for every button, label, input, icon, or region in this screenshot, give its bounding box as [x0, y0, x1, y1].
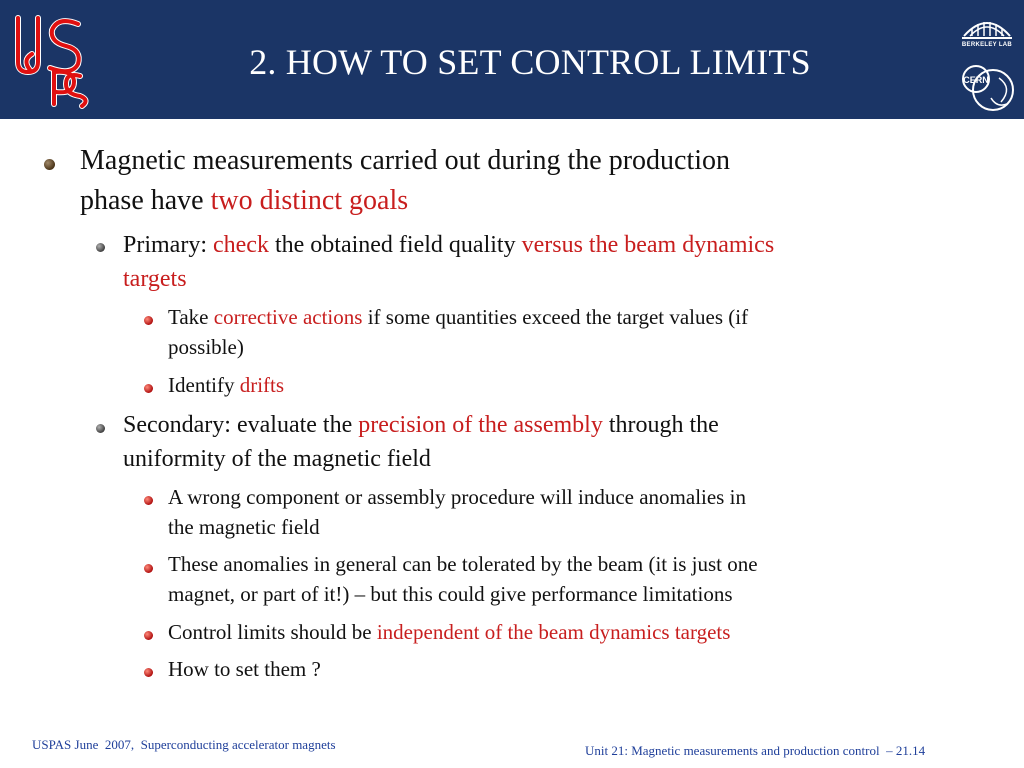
- highlight-text: targets: [123, 266, 187, 292]
- berkeley-dome-icon: [958, 8, 1016, 42]
- highlight-text: independent of the beam dynamics targets: [376, 620, 731, 644]
- bullet-text: the obtained field quality: [268, 232, 522, 258]
- highlight-text: two distinct goals: [210, 185, 409, 216]
- bullet-how-to-set: [168, 654, 988, 684]
- highlight-text: drifts: [239, 373, 285, 397]
- slide-header: [0, 0, 1024, 119]
- berkeley-lab-logo: [958, 8, 1016, 54]
- uspas-logo: [8, 10, 92, 110]
- bullet-goals: [80, 141, 1000, 221]
- bullet-control-limits: [168, 617, 988, 647]
- bullet-text: through the: [602, 412, 719, 438]
- highlight-text: corrective actions: [213, 305, 363, 329]
- bullet-anomalies: [168, 549, 988, 609]
- bullet-text: These anomalies in general can be tolerated by the beam (it is just one: [168, 552, 758, 576]
- bullet-text: Identify: [168, 373, 240, 397]
- sub-sub-bullet-marker-icon: [144, 668, 153, 677]
- bullet-text: Primary:: [123, 232, 213, 258]
- bullet-text: How to set them ?: [168, 657, 321, 681]
- bullet-corrective-actions: [168, 302, 988, 362]
- bullet-text: possible): [168, 335, 244, 359]
- sub-sub-bullet-marker-icon: [144, 564, 153, 573]
- cern-logo: [961, 58, 1015, 114]
- bullet-text: Control limits should be: [168, 620, 377, 644]
- slide-title: 2. HOW TO SET CONTROL LIMITS: [249, 42, 811, 82]
- cern-label: CERN: [963, 75, 989, 85]
- bullet-wrong-component: [168, 482, 988, 542]
- bullet-text: Secondary: evaluate the: [123, 412, 359, 438]
- sub-sub-bullet-marker-icon: [144, 631, 153, 640]
- sub-bullet-marker-icon: [96, 243, 105, 252]
- bullet-text: phase have: [80, 185, 211, 216]
- bullet-text: Take: [168, 305, 214, 329]
- sub-sub-bullet-marker-icon: [144, 316, 153, 325]
- sub-bullet-marker-icon: [96, 424, 105, 433]
- bullet-secondary: [123, 408, 993, 476]
- bullet-marker-icon: [44, 159, 55, 170]
- highlight-text: versus the beam dynamics: [521, 232, 775, 258]
- footer-course: USPAS June 2007, Superconducting accelerator magnets: [32, 737, 336, 752]
- bullet-text: the magnetic field: [168, 515, 320, 539]
- bullet-text: uniformity of the magnetic field: [123, 446, 431, 472]
- sub-sub-bullet-marker-icon: [144, 496, 153, 505]
- bullet-identify-drifts: [168, 370, 988, 400]
- bullet-text: A wrong component or assembly procedure will induce anomalies in: [168, 485, 746, 509]
- cern-rings-icon: [961, 58, 1015, 114]
- bullet-text: if some quantities exceed the target values (if: [362, 305, 749, 329]
- highlight-text: precision of the assembly: [358, 412, 603, 438]
- highlight-text: check: [213, 232, 269, 258]
- bullet-text: magnet, or part of it!) – but this could give performance limitations: [168, 582, 733, 606]
- bullet-primary: [123, 228, 993, 296]
- sub-sub-bullet-marker-icon: [144, 384, 153, 393]
- bullet-text: Magnetic measurements carried out during the production: [80, 145, 731, 176]
- berkeley-lab-label: BERKELEY LAB: [961, 42, 1013, 48]
- footer-unit-page: Unit 21: Magnetic measurements and production control – 21.14: [585, 743, 926, 758]
